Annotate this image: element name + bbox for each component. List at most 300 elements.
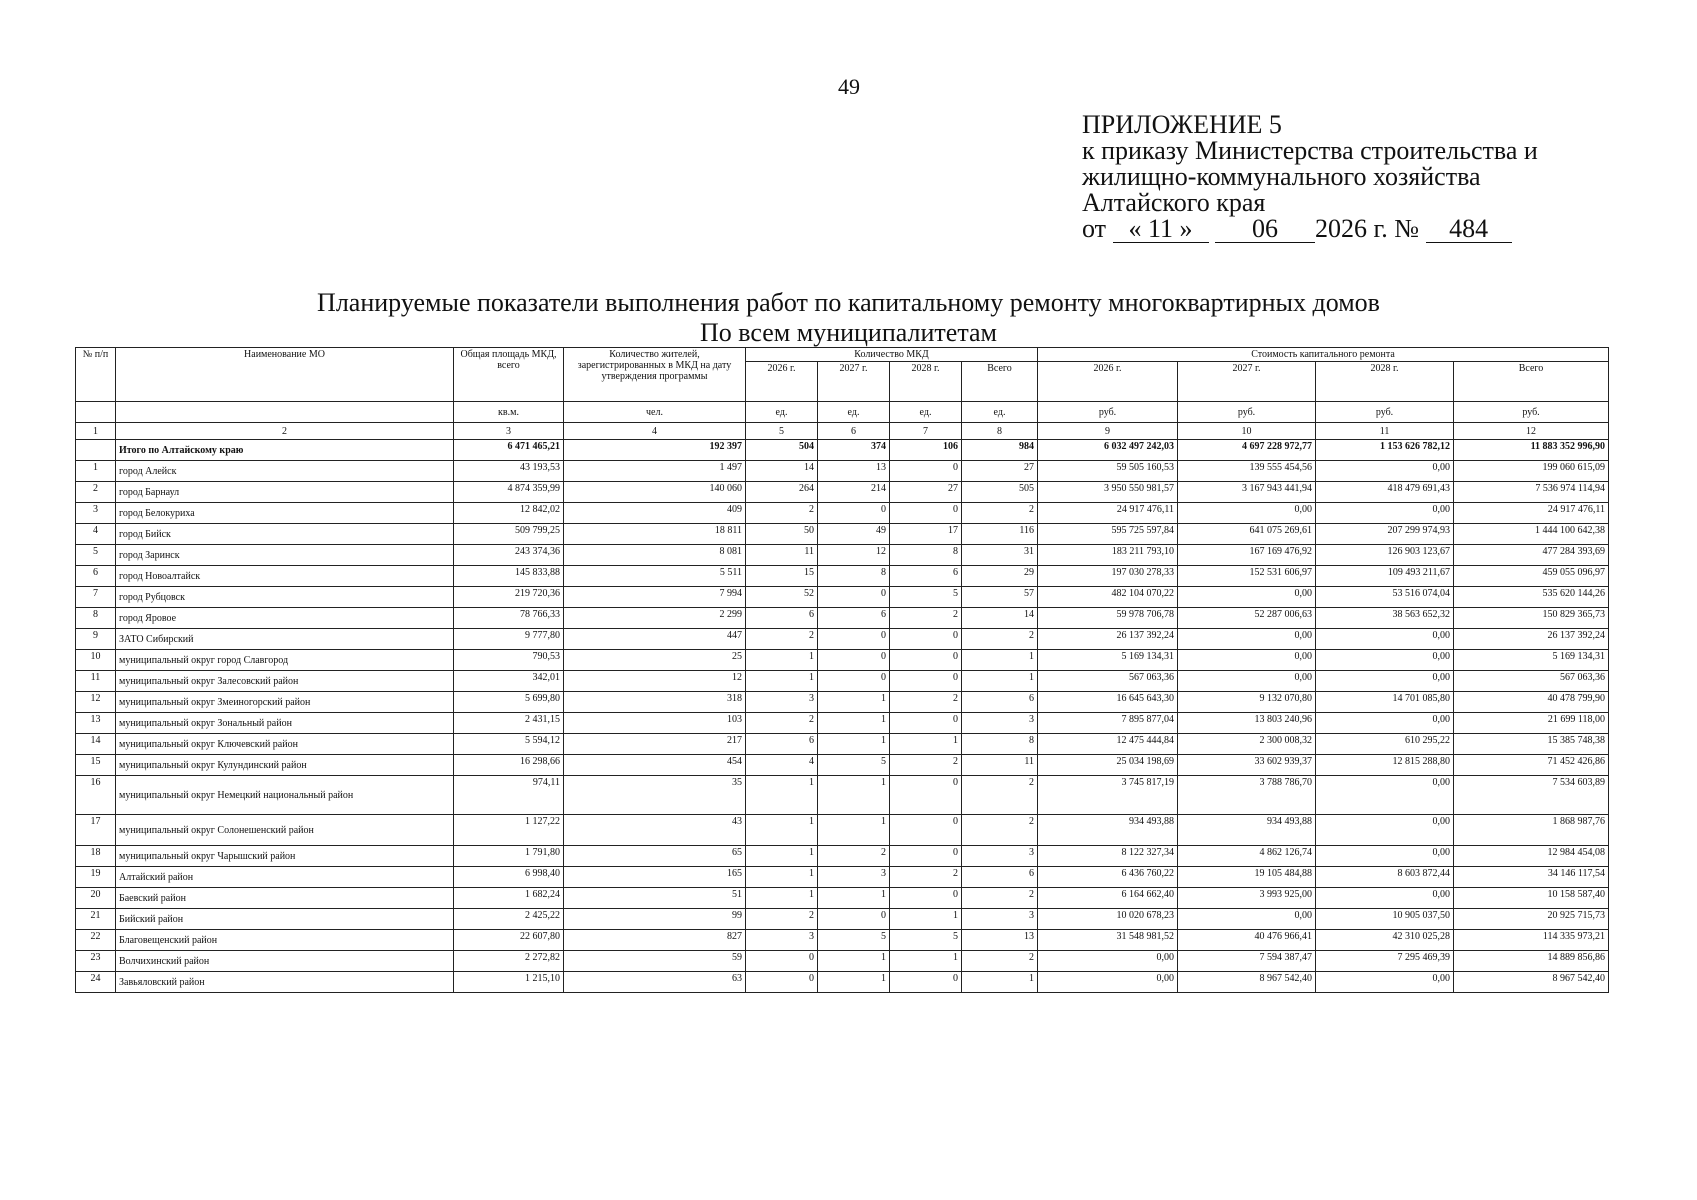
cost-total-cell: 10 158 587,40 [1454,888,1609,909]
mkd-total-cell: 1 [962,972,1038,993]
total-cost-2028: 1 153 626 782,12 [1316,440,1454,461]
row-number: 9 [76,629,116,650]
mkd-2027-cell: 49 [818,524,890,545]
column-number: 6 [818,423,890,440]
residents-cell: 409 [564,503,746,524]
municipality-name: муниципальный округ Солонешенский район [116,815,454,846]
row-number: 17 [76,815,116,846]
mkd-2026-cell: 3 [746,930,818,951]
mkd-2026-cell: 2 [746,629,818,650]
municipality-name: муниципальный округ Немецкий национальный район [116,776,454,815]
row-number: 5 [76,545,116,566]
mkd-2027-cell: 0 [818,909,890,930]
header-cost: Стоимость капитального ремонта [1038,348,1609,362]
mkd-2027-cell: 0 [818,650,890,671]
mkd-total-cell: 2 [962,815,1038,846]
residents-cell: 65 [564,846,746,867]
cost-total-cell: 459 055 096,97 [1454,566,1609,587]
cost-2028-cell: 418 479 691,43 [1316,482,1454,503]
mkd-2028-cell: 2 [890,867,962,888]
cost-total-cell: 71 452 426,86 [1454,755,1609,776]
date-month: 06 [1215,216,1315,243]
cost-total-cell: 26 137 392,24 [1454,629,1609,650]
appendix-date-line [1082,216,1538,243]
cost-2027-cell: 9 132 070,80 [1178,692,1316,713]
unit-cost: руб. [1454,402,1609,423]
cost-2028-cell: 42 310 025,28 [1316,930,1454,951]
mkd-2026-cell: 1 [746,846,818,867]
mkd-2026-cell: 264 [746,482,818,503]
residents-cell: 447 [564,629,746,650]
unit-cost: руб. [1038,402,1178,423]
row-number: 23 [76,951,116,972]
cost-total-cell: 21 699 118,00 [1454,713,1609,734]
mkd-2027-cell: 0 [818,587,890,608]
total-mkd-2028: 106 [890,440,962,461]
mkd-2028-cell: 0 [890,629,962,650]
date-year: 2026 г. № [1315,214,1420,243]
area-cell: 9 777,80 [454,629,564,650]
municipality-name: муниципальный округ Залесовский район [116,671,454,692]
cost-2027-cell: 13 803 240,96 [1178,713,1316,734]
mkd-2027-cell: 1 [818,713,890,734]
row-number: 19 [76,867,116,888]
cost-2027-cell: 33 602 939,37 [1178,755,1316,776]
row-number: 10 [76,650,116,671]
row-number: 3 [76,503,116,524]
municipality-name: муниципальный округ Змеиногорский район [116,692,454,713]
unit-mkd: ед. [746,402,818,423]
table-row [76,671,1609,692]
header-cost-2028: 2028 г. [1316,362,1454,402]
residents-cell: 59 [564,951,746,972]
row-number: 24 [76,972,116,993]
mkd-2026-cell: 1 [746,776,818,815]
mkd-2028-cell: 0 [890,776,962,815]
column-number: 2 [116,423,454,440]
row-number: 16 [76,776,116,815]
unit-cost: руб. [1178,402,1316,423]
cost-2028-cell: 0,00 [1316,713,1454,734]
table-row [76,888,1609,909]
mkd-total-cell: 6 [962,867,1038,888]
mkd-2027-cell: 6 [818,608,890,629]
page-number: 49 [838,74,860,99]
cost-2028-cell: 0,00 [1316,846,1454,867]
column-number: 1 [76,423,116,440]
residents-cell: 2 299 [564,608,746,629]
table-row [76,867,1609,888]
residents-cell: 165 [564,867,746,888]
municipality-name: муниципальный округ Чарышский район [116,846,454,867]
municipality-name: город Белокуриха [116,503,454,524]
cost-2026-cell: 197 030 278,33 [1038,566,1178,587]
area-cell: 145 833,88 [454,566,564,587]
mkd-2028-cell: 6 [890,566,962,587]
mkd-2026-cell: 1 [746,815,818,846]
cost-2027-cell: 19 105 484,88 [1178,867,1316,888]
mkd-2026-cell: 11 [746,545,818,566]
mkd-2026-cell: 4 [746,755,818,776]
area-cell: 243 374,36 [454,545,564,566]
mkd-2027-cell: 0 [818,671,890,692]
mkd-2028-cell: 0 [890,461,962,482]
cost-2028-cell: 109 493 211,67 [1316,566,1454,587]
area-cell: 4 874 359,99 [454,482,564,503]
table-row [76,846,1609,867]
residents-cell: 25 [564,650,746,671]
mkd-2026-cell: 2 [746,909,818,930]
municipality-name: город Новоалтайск [116,566,454,587]
cost-total-cell: 40 478 799,90 [1454,692,1609,713]
mkd-2026-cell: 1 [746,867,818,888]
table-row [76,587,1609,608]
total-cost-total: 11 883 352 996,90 [1454,440,1609,461]
table-row [76,815,1609,846]
cost-total-cell: 7 536 974 114,94 [1454,482,1609,503]
residents-cell: 318 [564,692,746,713]
date-prefix: от [1082,214,1107,243]
row-number: 4 [76,524,116,545]
document-title: Планируемые показатели выполнения работ по капитальному ремонту многоквартирных домов [317,288,1380,317]
cost-2026-cell: 3 745 817,19 [1038,776,1178,815]
units-row [76,402,1609,423]
cost-2027-cell: 0,00 [1178,629,1316,650]
mkd-2027-cell: 1 [818,951,890,972]
cost-total-cell: 114 335 973,21 [1454,930,1609,951]
cost-2028-cell: 53 516 074,04 [1316,587,1454,608]
area-cell: 43 193,53 [454,461,564,482]
unit-mkd: ед. [962,402,1038,423]
mkd-total-cell: 29 [962,566,1038,587]
column-number: 4 [564,423,746,440]
cost-total-cell: 15 385 748,38 [1454,734,1609,755]
table-row [76,713,1609,734]
municipality-name: Завьяловский район [116,972,454,993]
cost-2028-cell: 0,00 [1316,503,1454,524]
mkd-2026-cell: 0 [746,972,818,993]
cost-2026-cell: 59 505 160,53 [1038,461,1178,482]
mkd-total-cell: 2 [962,629,1038,650]
cost-2027-cell: 0,00 [1178,909,1316,930]
row-number: 22 [76,930,116,951]
table-row [76,930,1609,951]
header-area: Общая площадь МКД, всего [454,348,564,402]
appendix-line-1: к приказу Министерства строительства и [1082,136,1538,165]
cost-2028-cell: 10 905 037,50 [1316,909,1454,930]
mkd-total-cell: 505 [962,482,1038,503]
municipality-name: ЗАТО Сибирский [116,629,454,650]
mkd-2026-cell: 2 [746,503,818,524]
column-number: 9 [1038,423,1178,440]
area-cell: 1 682,24 [454,888,564,909]
mkd-2028-cell: 27 [890,482,962,503]
cost-total-cell: 1 868 987,76 [1454,815,1609,846]
row-number: 7 [76,587,116,608]
mkd-2026-cell: 1 [746,671,818,692]
cost-2028-cell: 8 603 872,44 [1316,867,1454,888]
mkd-total-cell: 1 [962,650,1038,671]
cost-2028-cell: 0,00 [1316,650,1454,671]
area-cell: 219 720,36 [454,587,564,608]
mkd-2028-cell: 17 [890,524,962,545]
area-cell: 5 699,80 [454,692,564,713]
cost-2028-cell: 126 903 123,67 [1316,545,1454,566]
area-cell: 509 799,25 [454,524,564,545]
cost-2028-cell: 0,00 [1316,815,1454,846]
cost-2028-cell: 610 295,22 [1316,734,1454,755]
column-number: 12 [1454,423,1609,440]
mkd-total-cell: 27 [962,461,1038,482]
mkd-2028-cell: 5 [890,930,962,951]
residents-cell: 7 994 [564,587,746,608]
mkd-total-cell: 13 [962,930,1038,951]
cost-total-cell: 8 967 542,40 [1454,972,1609,993]
mkd-2027-cell: 12 [818,545,890,566]
cost-2027-cell: 0,00 [1178,650,1316,671]
column-number-row [76,423,1609,440]
appendix-line-2: жилищно-коммунального хозяйства [1082,162,1481,191]
column-number: 5 [746,423,818,440]
municipality-name: муниципальный округ город Славгород [116,650,454,671]
mkd-2028-cell: 0 [890,503,962,524]
residents-cell: 99 [564,909,746,930]
residents-cell: 43 [564,815,746,846]
area-cell: 1 127,22 [454,815,564,846]
mkd-2026-cell: 1 [746,888,818,909]
cost-2027-cell: 167 169 476,92 [1178,545,1316,566]
header-cost-2026: 2026 г. [1038,362,1178,402]
cost-2026-cell: 31 548 981,52 [1038,930,1178,951]
area-cell: 5 594,12 [454,734,564,755]
cost-2026-cell: 3 950 550 981,57 [1038,482,1178,503]
mkd-2027-cell: 1 [818,815,890,846]
cost-2026-cell: 5 169 134,31 [1038,650,1178,671]
cost-2027-cell: 40 476 966,41 [1178,930,1316,951]
mkd-total-cell: 31 [962,545,1038,566]
mkd-total-cell: 8 [962,734,1038,755]
cost-total-cell: 14 889 856,86 [1454,951,1609,972]
cost-total-cell: 535 620 144,26 [1454,587,1609,608]
header-row-1 [76,348,1609,362]
mkd-total-cell: 3 [962,846,1038,867]
municipality-name: город Барнаул [116,482,454,503]
mkd-2028-cell: 0 [890,888,962,909]
table-row [76,524,1609,545]
mkd-2026-cell: 0 [746,951,818,972]
cost-total-cell: 150 829 365,73 [1454,608,1609,629]
cost-2026-cell: 26 137 392,24 [1038,629,1178,650]
area-cell: 342,01 [454,671,564,692]
residents-cell: 51 [564,888,746,909]
column-number: 11 [1316,423,1454,440]
cost-2026-cell: 10 020 678,23 [1038,909,1178,930]
cost-2027-cell: 934 493,88 [1178,815,1316,846]
mkd-2027-cell: 1 [818,888,890,909]
row-number: 21 [76,909,116,930]
mkd-total-cell: 116 [962,524,1038,545]
cost-2026-cell: 595 725 597,84 [1038,524,1178,545]
row-number: 8 [76,608,116,629]
mkd-2028-cell: 0 [890,650,962,671]
area-cell: 22 607,80 [454,930,564,951]
mkd-total-cell: 2 [962,888,1038,909]
cost-2026-cell: 183 211 793,10 [1038,545,1178,566]
municipality-name: муниципальный округ Зональный район [116,713,454,734]
table-row [76,608,1609,629]
table-row [76,545,1609,566]
residents-cell: 5 511 [564,566,746,587]
mkd-total-cell: 2 [962,503,1038,524]
mkd-2026-cell: 6 [746,608,818,629]
total-area: 6 471 465,21 [454,440,564,461]
appendix-title: ПРИЛОЖЕНИЕ 5 [1082,110,1282,139]
area-cell: 6 998,40 [454,867,564,888]
table-row [76,650,1609,671]
area-cell: 2 272,82 [454,951,564,972]
cost-2027-cell: 3 167 943 441,94 [1178,482,1316,503]
mkd-2026-cell: 2 [746,713,818,734]
mkd-2026-cell: 1 [746,650,818,671]
unit-mkd: ед. [890,402,962,423]
area-cell: 78 766,33 [454,608,564,629]
cost-2027-cell: 4 862 126,74 [1178,846,1316,867]
mkd-2027-cell: 1 [818,734,890,755]
cost-2027-cell: 8 967 542,40 [1178,972,1316,993]
mkd-2027-cell: 3 [818,867,890,888]
mkd-2027-cell: 1 [818,692,890,713]
order-number: 484 [1426,216,1512,243]
mkd-2028-cell: 0 [890,972,962,993]
area-cell: 1 791,80 [454,846,564,867]
total-mkd-2027: 374 [818,440,890,461]
cost-2027-cell: 152 531 606,97 [1178,566,1316,587]
header-residents: Количество жителей, зарегистрированных в МКД на дату утверждения программы [564,348,746,402]
cost-2027-cell: 7 594 387,47 [1178,951,1316,972]
mkd-2027-cell: 5 [818,930,890,951]
cost-2028-cell: 12 815 288,80 [1316,755,1454,776]
mkd-total-cell: 1 [962,671,1038,692]
row-number: 12 [76,692,116,713]
mkd-2028-cell: 2 [890,692,962,713]
mkd-2027-cell: 8 [818,566,890,587]
mkd-2026-cell: 14 [746,461,818,482]
cost-2026-cell: 0,00 [1038,972,1178,993]
cost-total-cell: 34 146 117,54 [1454,867,1609,888]
municipality-name: Алтайский район [116,867,454,888]
cost-2026-cell: 567 063,36 [1038,671,1178,692]
residents-cell: 12 [564,671,746,692]
unit-mkd: ед. [818,402,890,423]
cost-2026-cell: 6 164 662,40 [1038,888,1178,909]
row-number: 13 [76,713,116,734]
cost-2028-cell: 0,00 [1316,629,1454,650]
cost-2027-cell: 0,00 [1178,671,1316,692]
mkd-total-cell: 2 [962,776,1038,815]
column-number: 3 [454,423,564,440]
cost-2027-cell: 139 555 454,56 [1178,461,1316,482]
municipality-name: муниципальный округ Кулундинский район [116,755,454,776]
header-mkd-2026: 2026 г. [746,362,818,402]
cost-total-cell: 7 534 603,89 [1454,776,1609,815]
table-row [76,972,1609,993]
cost-2026-cell: 12 475 444,84 [1038,734,1178,755]
cost-total-cell: 24 917 476,11 [1454,503,1609,524]
mkd-2026-cell: 3 [746,692,818,713]
total-residents: 192 397 [564,440,746,461]
cost-2026-cell: 0,00 [1038,951,1178,972]
mkd-2026-cell: 15 [746,566,818,587]
mkd-2027-cell: 214 [818,482,890,503]
area-cell: 2 425,22 [454,909,564,930]
cost-total-cell: 477 284 393,69 [1454,545,1609,566]
cost-total-cell: 20 925 715,73 [1454,909,1609,930]
municipality-name: город Рубцовск [116,587,454,608]
residents-cell: 18 811 [564,524,746,545]
area-cell: 2 431,15 [454,713,564,734]
cost-2028-cell: 7 295 469,39 [1316,951,1454,972]
mkd-2028-cell: 1 [890,734,962,755]
residents-cell: 103 [564,713,746,734]
mkd-2028-cell: 8 [890,545,962,566]
row-number: 14 [76,734,116,755]
area-cell: 790,53 [454,650,564,671]
header-mkd-2028: 2028 г. [890,362,962,402]
appendix-block [1082,112,1538,243]
total-row [76,440,1609,461]
municipality-name: муниципальный округ Ключевский район [116,734,454,755]
unit-area: кв.м. [454,402,564,423]
unit-residents: чел. [564,402,746,423]
date-day: « 11 » [1113,216,1209,243]
header-cost-total: Всего [1454,362,1609,402]
cost-2027-cell: 3 788 786,70 [1178,776,1316,815]
area-cell: 1 215,10 [454,972,564,993]
mkd-2028-cell: 1 [890,951,962,972]
cost-2026-cell: 482 104 070,22 [1038,587,1178,608]
table-row [76,503,1609,524]
table-row [76,755,1609,776]
header-mkd-2027: 2027 г. [818,362,890,402]
table-row [76,482,1609,503]
municipality-name: Бийский район [116,909,454,930]
header-name: Наименование МО [116,348,454,402]
cost-2027-cell: 2 300 008,32 [1178,734,1316,755]
mkd-2028-cell: 5 [890,587,962,608]
mkd-2027-cell: 13 [818,461,890,482]
cost-2026-cell: 16 645 643,30 [1038,692,1178,713]
mkd-2028-cell: 0 [890,671,962,692]
mkd-2028-cell: 0 [890,815,962,846]
cost-2026-cell: 25 034 198,69 [1038,755,1178,776]
unit-cost: руб. [1316,402,1454,423]
mkd-2028-cell: 2 [890,755,962,776]
residents-cell: 454 [564,755,746,776]
table-row [76,566,1609,587]
municipality-name: город Заринск [116,545,454,566]
header-mkd: Количество МКД [746,348,1038,362]
cost-2027-cell: 3 993 925,00 [1178,888,1316,909]
cost-total-cell: 567 063,36 [1454,671,1609,692]
table-row [76,776,1609,815]
cost-2028-cell: 207 299 974,93 [1316,524,1454,545]
cost-2027-cell: 0,00 [1178,587,1316,608]
table-row [76,461,1609,482]
row-number: 1 [76,461,116,482]
mkd-total-cell: 3 [962,909,1038,930]
cost-2028-cell: 0,00 [1316,888,1454,909]
mkd-total-cell: 57 [962,587,1038,608]
